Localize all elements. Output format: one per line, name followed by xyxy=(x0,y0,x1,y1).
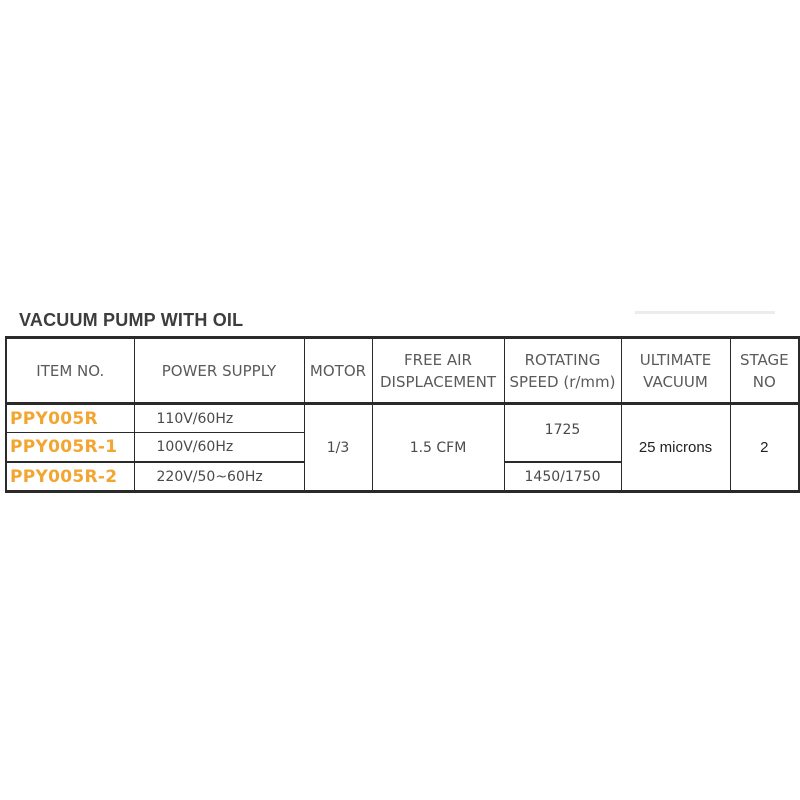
header-vacuum-line1: ULTIMATE xyxy=(639,350,712,369)
header-ultimate-vacuum xyxy=(621,338,730,404)
rotating-speed-cell: 1725 xyxy=(504,404,621,463)
air-displacement-cell: 1.5 CFM xyxy=(372,404,504,492)
power-supply-cell: 110V/60Hz xyxy=(134,404,304,433)
header-free-air-displacement xyxy=(372,338,504,404)
stage-no-cell: 2 xyxy=(730,404,799,492)
header-stage-line1: STAGE xyxy=(739,350,789,369)
spec-table xyxy=(5,336,800,493)
item-no-cell: PPY005R-2 xyxy=(6,462,134,492)
power-supply-cell: 100V/60Hz xyxy=(134,433,304,463)
header-air-line1: FREE AIR xyxy=(404,350,472,369)
header-stage-no xyxy=(730,338,799,404)
rotating-speed-cell: 1450/1750 xyxy=(504,462,621,492)
item-no-cell: PPY005R-1 xyxy=(6,433,134,463)
header-power-supply: POWER SUPPLY xyxy=(134,338,304,404)
motor-cell: 1/3 xyxy=(304,404,372,492)
header-row xyxy=(6,338,799,404)
header-stage-line2: NO xyxy=(752,372,776,391)
item-no-cell: PPY005R xyxy=(6,404,134,433)
header-item-no: ITEM NO. xyxy=(6,338,134,404)
header-vacuum-line2: VACUUM xyxy=(643,372,708,391)
decorative-rule xyxy=(635,311,775,314)
header-motor: MOTOR xyxy=(304,338,372,404)
header-speed-line1: ROTATING xyxy=(524,350,601,369)
header-air-line2: DISPLACEMENT xyxy=(380,372,496,391)
page-title: VACUUM PUMP WITH OIL xyxy=(19,310,244,330)
header-rotating-speed xyxy=(504,338,621,404)
power-supply-cell: 220V/50~60Hz xyxy=(134,462,304,492)
ultimate-vacuum-cell: 25 microns xyxy=(621,404,730,492)
table-row xyxy=(6,404,799,433)
header-speed-line2: SPEED (r/mm) xyxy=(509,372,616,391)
